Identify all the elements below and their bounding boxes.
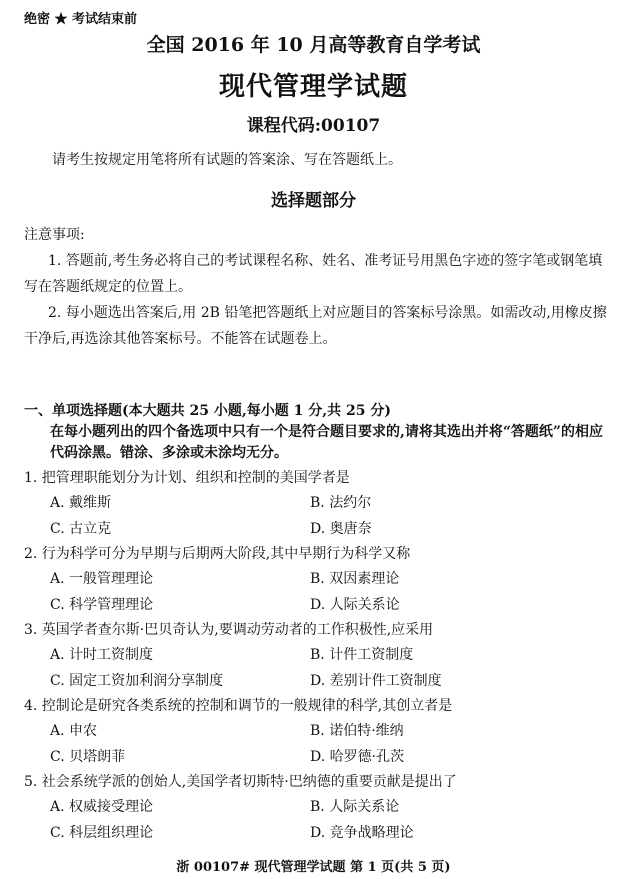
question-stem: 3. 英国学者查尔斯·巴贝奇认为,要调动劳动者的工作积极性,应采用 <box>24 622 434 638</box>
question-stem: 4. 控制论是研究各类系统的控制和调节的一般规律的科学,其创立者是 <box>24 698 453 714</box>
option-d: D. 哈罗德·孔茨 <box>310 749 405 765</box>
option-b: B. 双因素理论 <box>310 571 400 587</box>
option-d: D. 奥唐奈 <box>310 521 372 537</box>
general-instruction: 请考生按规定用笔将所有试题的答案涂、写在答题纸上。 <box>52 152 402 168</box>
option-d: D. 人际关系论 <box>310 597 400 613</box>
page-footer: 浙 00107# 现代管理学试题 第 1 页(共 5 页) <box>176 860 451 875</box>
option-a: A. 计时工资制度 <box>50 647 154 663</box>
option-a: A. 申农 <box>50 723 98 739</box>
notes-heading: 注意事项: <box>24 227 85 243</box>
option-a: A. 一般管理理论 <box>50 571 154 587</box>
part-title: 一、单项选择题(本大题共 25 小题,每小题 1 分,共 25 分) <box>24 403 391 419</box>
option-d: D. 竞争战略理论 <box>310 825 414 841</box>
question-stem: 1. 把管理职能划分为计划、组织和控制的美国学者是 <box>24 470 350 486</box>
subject-title: 现代管理学试题 <box>218 72 408 102</box>
option-c: C. 科学管理理论 <box>50 597 154 613</box>
option-b: B. 计件工资制度 <box>310 647 414 663</box>
section-title: 选择题部分 <box>271 191 356 211</box>
question-list <box>24 466 614 846</box>
part-header <box>24 401 604 464</box>
question-5 <box>24 770 614 846</box>
option-c: C. 贝塔朗菲 <box>50 749 126 765</box>
question-4 <box>24 694 614 770</box>
question-stem: 5. 社会系统学派的创始人,美国学者切斯特·巴纳德的重要贡献是提出了 <box>24 774 457 790</box>
option-b: B. 人际关系论 <box>310 799 400 815</box>
question-3 <box>24 618 614 694</box>
question-1 <box>24 466 614 542</box>
course-code: 课程代码:00107 <box>246 116 381 136</box>
exam-title: 全国 2016 年 10 月高等教育自学考试 <box>146 34 481 56</box>
option-c: C. 固定工资加利润分享制度 <box>50 673 224 689</box>
note-item-1: 1. 答题前,考生务必将自己的考试课程名称、姓名、准考证号用黑色字迹的签字笔或钢笔填写在答题纸规定的位置上。 <box>24 253 603 295</box>
option-d: D. 差别计件工资制度 <box>310 673 442 689</box>
option-b: B. 法约尔 <box>310 495 372 511</box>
option-c: C. 科层组织理论 <box>50 825 154 841</box>
question-stem: 2. 行为科学可分为早期与后期两大阶段,其中早期行为科学又称 <box>24 546 411 562</box>
option-a: A. 权威接受理论 <box>50 799 154 815</box>
part-description: 在每小题列出的四个备选项中只有一个是符合题目要求的,请将其选出并将“答题纸”的相应代码涂黑。错涂、多涂或未涂均无分。 <box>50 424 603 461</box>
note-item-2: 2. 每小题选出答案后,用 2B 铅笔把答题纸上对应题目的答案标号涂黑。如需改动,用橡皮擦干净后,再选涂其他答案标号。不能答在试题卷上。 <box>24 305 607 347</box>
notes-block <box>24 222 612 352</box>
confidential-label: 绝密 ★ 考试结束前 <box>24 12 138 27</box>
question-2 <box>24 542 614 618</box>
option-c: C. 古立克 <box>50 521 112 537</box>
option-b: B. 诺伯特·维纳 <box>310 723 404 739</box>
option-a: A. 戴维斯 <box>50 495 112 511</box>
